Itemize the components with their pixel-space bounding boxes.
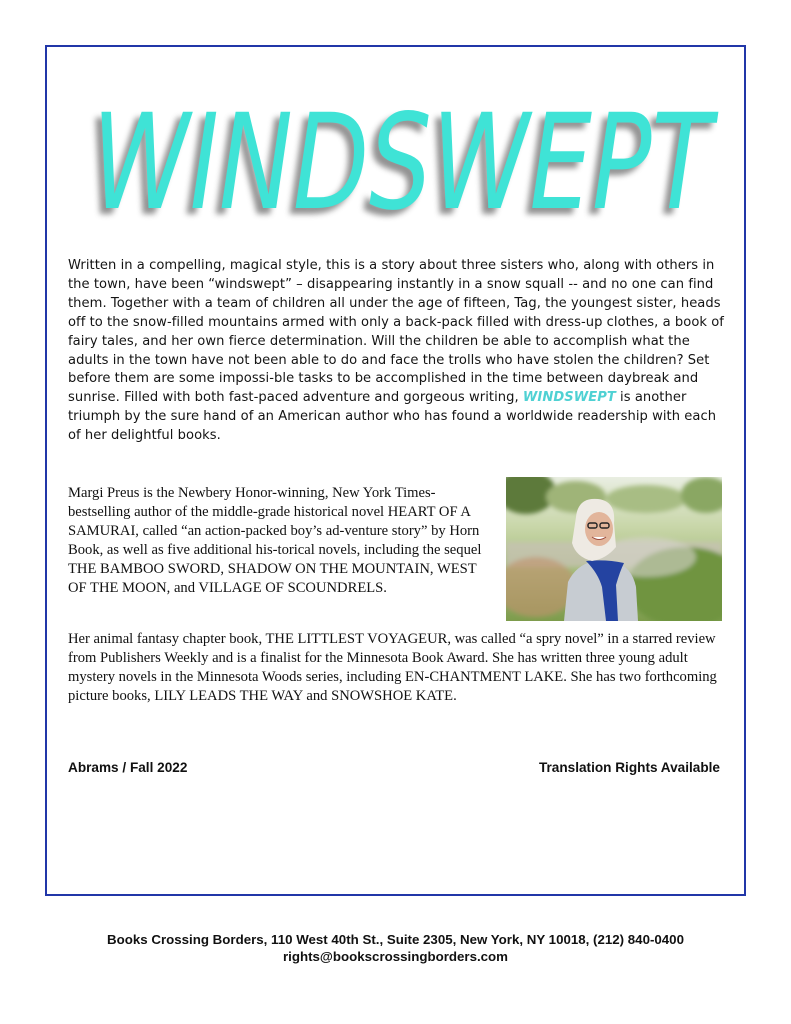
title-shadow: WINDSWEPT xyxy=(86,92,714,246)
rights-availability: Translation Rights Available xyxy=(538,760,720,775)
title-graphic xyxy=(86,78,728,246)
title-text: WINDSWEPT xyxy=(92,86,720,240)
synopsis-text-after: is another triumph by the sure hand of an American author who has found a worldwide readership with each of her delightful books. xyxy=(68,390,717,444)
book-title xyxy=(86,78,728,246)
author-photo xyxy=(506,477,722,621)
agency-email[interactable]: rights@bookscrossingborders.com xyxy=(282,949,509,964)
synopsis-title-highlight: WINDSWEPT xyxy=(522,390,616,406)
author-bio-paragraph-2: Her animal fantasy chapter book, THE LITTLEST VOYAGEUR, was called “a spry novel” in a starred review from Publishers Weekly and is a finalist for the Minnesota Book Award. She has written three young adult mystery novels in the Minnesota Woods series, including EN-CHANTMENT LAKE. She has two forthcoming picture books, LILY LEADS THE WAY and SNOWSHOE KATE. xyxy=(68,631,717,704)
agency-address: Books Crossing Borders, 110 West 40th St., Suite 2305, New York, NY 10018, (212) 840-0400 xyxy=(107,932,684,947)
author-bio-paragraph-1: Margi Preus is the Newbery Honor-winning, New York Times-bestselling author of the middle-grade historical novel HEART OF A SAMURAI, called “an action-packed boy’s ad-venture story” by Horn Book, as well as five additional his-torical novels, including the sequel THE BAMBOO SWORD, SHADOW ON THE MOUNTAIN, WEST OF THE MOON, and VILLAGE OF SCOUNDRELS. xyxy=(68,485,482,596)
publisher-season: Abrams / Fall 2022 xyxy=(68,760,188,775)
synopsis-text-before: Written in a compelling, magical style, this is a story about three sisters who, along with others in the town, have been “windswept” – disappearing instantly in a snow squall -- and no one can find them. Together with a team of children all under the age of fifteen, Tag, the youngest sister, heads off to the snow-filled mountains armed with only a back-pack filled with dress-up clothes, a book of fairy tales, and her own fierce determination. Will the children be able to accomplish what the adults in the town have not been able to do and face the trolls who have stolen the children? Set before them are some impossi-ble tasks to be accomplished in the time between daybreak and sunrise. Filled with both fast-paced adventure and gorgeous writing, xyxy=(68,258,724,406)
agency-footer xyxy=(0,931,791,965)
author-photo-graphic xyxy=(506,477,722,621)
synopsis-paragraph xyxy=(68,257,730,446)
